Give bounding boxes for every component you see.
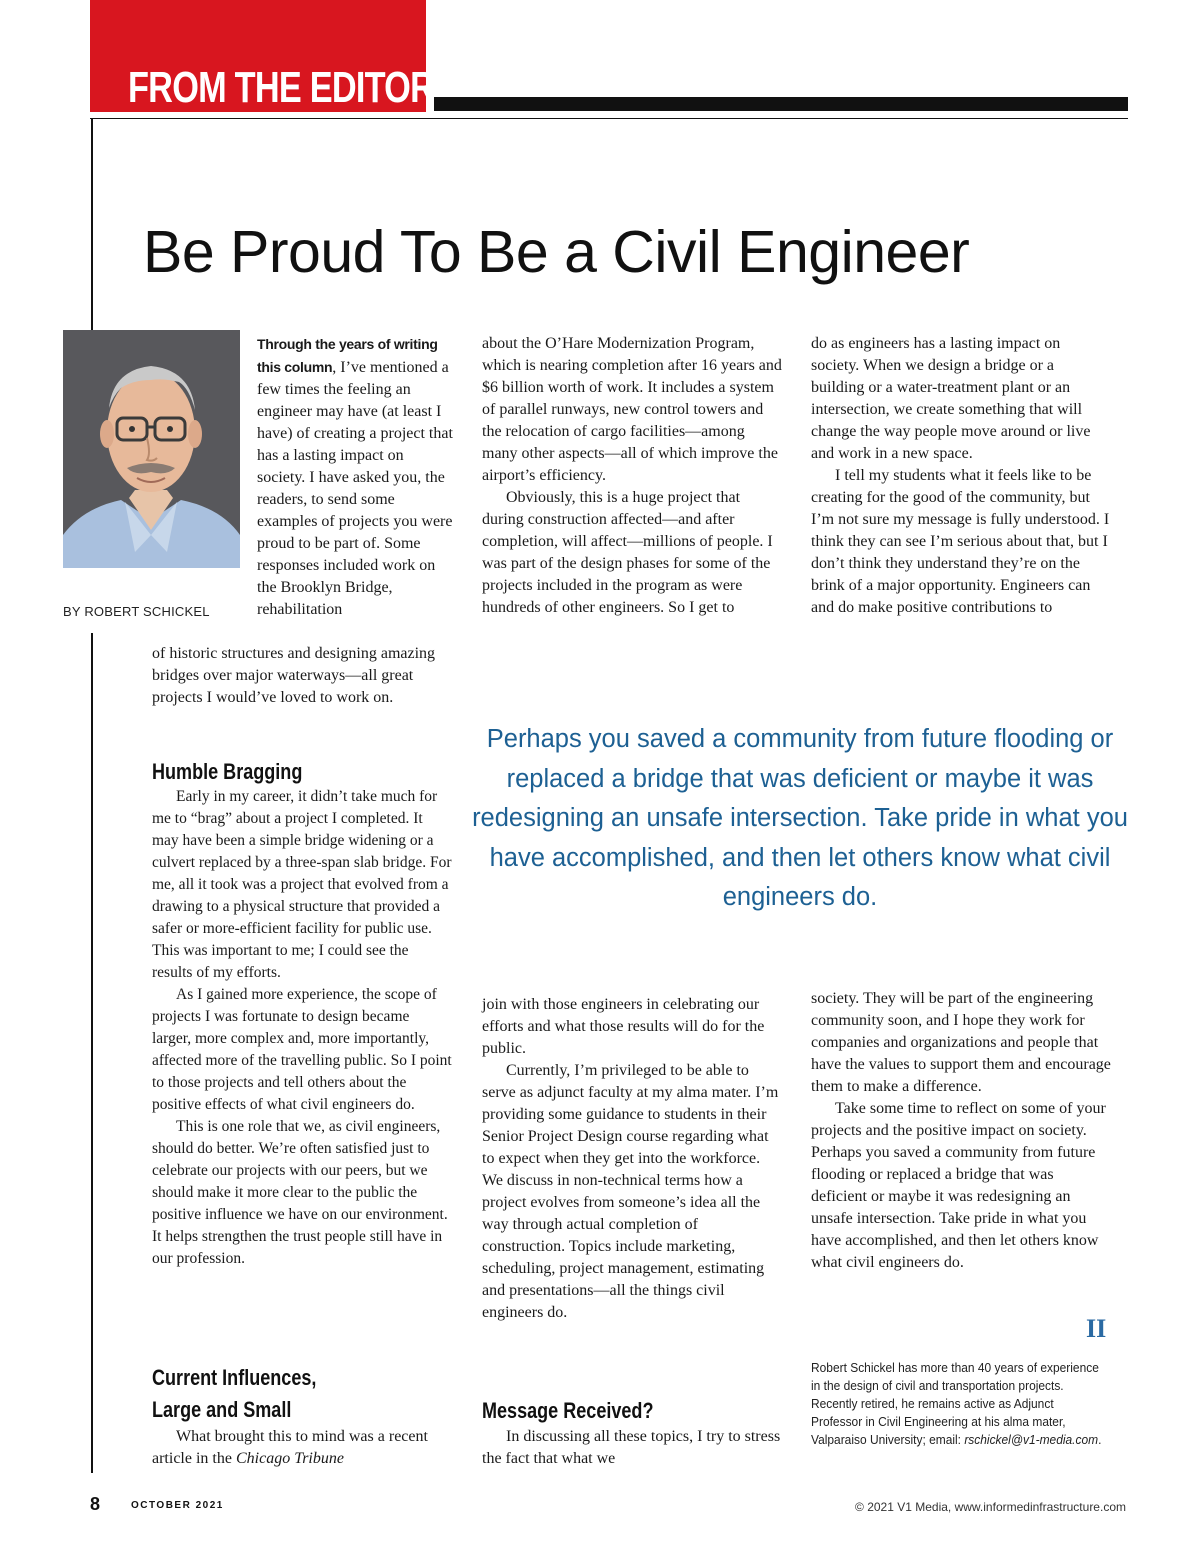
subhead-line: Large and Small bbox=[152, 1397, 292, 1422]
paragraph: Early in my career, it didn’t take much for me to “brag” about a project I completed. It may have been a simple bridge widening or a culvert replaced by a three-span slab bridge. For me, all it took was a project that evolved from a drawing to a physical structure that provided a safer or more-efficient facility for public use. This was important to me; I could see the results of my efforts. bbox=[152, 788, 452, 981]
paragraph: This is one role that we, as civil engineers, should do better. We’re often satisfied just to celebrate our projects with our peers, but we should make it more clear to the public the positive influence we have on our environment. It helps strengthen the trust people still have in our profession. bbox=[152, 1118, 448, 1267]
author-bio bbox=[811, 1359, 1105, 1449]
paragraph: about the O’Hare Modernization Program, which is nearing completion after 16 years and $6 billion worth of work. It includes a system of parallel runways, new control towers and the relocation of cargo facilities—among many other aspects—all of which improve the airport’s efficiency. bbox=[482, 335, 782, 484]
paragraph: society. They will be part of the engineering community soon, and I hope they work for companies and organizations and people that have the values to support them and encourage them to make a difference. bbox=[811, 990, 1111, 1095]
issue-date: OCTOBER 2021 bbox=[131, 1500, 224, 1511]
paragraph: In discussing all these topics, I try to stress the fact that what we bbox=[482, 1428, 781, 1467]
header-rule bbox=[90, 118, 1128, 119]
col2-top bbox=[482, 333, 782, 619]
header-bar bbox=[434, 97, 1128, 111]
author-email-link[interactable]: rschickel@v1-media.com bbox=[964, 1432, 1099, 1447]
author-photo bbox=[63, 330, 240, 568]
paragraph-text: What brought this to mind was a recent article in the bbox=[152, 1428, 428, 1467]
section-label: FROM THE EDITOR bbox=[128, 63, 435, 112]
bio-text: Robert Schickel has more than 40 years of experience in the design of civil and transportation projects. Recently retired, he remains active as Adjunct Professor in Civil Engineering at his alma mater, Valparaiso University; email: bbox=[811, 1360, 1099, 1447]
subhead-humble-bragging: Humble Bragging bbox=[152, 759, 303, 784]
paragraph: join with those engineers in celebrating our efforts and what those results will do for the public. bbox=[482, 996, 765, 1057]
pull-quote: Perhaps you saved a community from future flooding or replaced a bridge that was deficient or maybe it was redesigning an unsafe intersection. Take pride in what you have accomplished, and then let others know what civil engineers do. bbox=[472, 725, 1128, 912]
left-rule-top bbox=[91, 118, 93, 330]
paragraph: Currently, I’m privileged to be able to serve as adjunct faculty at my alma mater. I’m providing some guidance to students in their Senior Project Design course regarding what to expect when they get into the workforce. We discuss in non-technical terms how a project evolves from someone’s idea all the way through actual completion of construction. Topics include marketing, scheduling, project management, estimating and presentations—all the things civil engineers do. bbox=[482, 1062, 779, 1321]
page-number: 8 bbox=[90, 1494, 101, 1514]
subhead-current-influences bbox=[152, 1362, 316, 1426]
subhead-message-received: Message Received? bbox=[482, 1398, 654, 1423]
paragraph: I tell my students what it feels like to be creating for the good of the community, but I’m not sure my message is fully understood. I think they can see I’m serious about that, but I don’t think they understand they’re on the brink of a major opportunity. Engineers can and do make positive contributions to bbox=[811, 467, 1110, 616]
lead-in: Through the years of writing this column bbox=[257, 336, 438, 375]
current-influences-body bbox=[152, 1426, 452, 1470]
publication-name: Chicago Tribune bbox=[235, 1450, 344, 1467]
col3-bottom bbox=[811, 988, 1111, 1274]
intro-paragraph-bottom bbox=[152, 643, 452, 709]
left-rule-bottom bbox=[91, 633, 93, 1473]
bio-end: . bbox=[1098, 1432, 1102, 1447]
paragraph: As I gained more experience, the scope of projects I was fortunate to design became larger, more complex and, more importantly, affected more of the travelling public. So I point to those projects and tell others about the positive effects of what civil engineers do. bbox=[152, 986, 452, 1113]
copyright-notice: © 2021 V1 Media, www.informedinfrastructure.com bbox=[855, 1500, 1126, 1514]
page-title: Be Proud To Be a Civil Engineer bbox=[143, 219, 970, 285]
author-byline: BY ROBERT SCHICKEL bbox=[63, 604, 210, 619]
subhead-line: Current Influences, bbox=[152, 1365, 317, 1390]
intro-text-visible: , I’ve mentioned a few times the feeling an engineer may have (at least I have) of creating a project that has a lasting impact on society. I have asked you, the readers, to send some examples of projects you were proud to be part of. Some responses included work on the Brooklyn Bridge, rehabilitation bbox=[257, 359, 453, 618]
col2-bottom bbox=[482, 994, 782, 1324]
paragraph: do as engineers has a lasting impact on society. When we design a bridge or a building or a water-treatment plant or an intersection, we create something that will change the way people move around or live and work in a new space. bbox=[811, 335, 1091, 462]
paragraph: Take some time to reflect on some of your projects and the positive impact on society. Perhaps you saved a community from future flooding or replaced a bridge that was deficient or maybe it was redesigning an unsafe intersection. Take pride in what you have accomplished, and then let others know what civil engineers do. bbox=[811, 1100, 1106, 1271]
paragraph: Obviously, this is a huge project that during construction affected—and after completion, will affect—millions of people. I was part of the design phases for some of the projects included in the program as were hundreds of other engineers. So I get to bbox=[482, 489, 773, 616]
intro-paragraph-top bbox=[257, 333, 455, 621]
humble-bragging-body bbox=[152, 786, 452, 1270]
end-of-article-mark: II bbox=[1086, 1314, 1107, 1343]
author-portrait-illustration bbox=[63, 330, 240, 568]
intro-continued: of historic structures and designing amazing bridges over major waterways—all great projects I would’ve loved to work on. bbox=[152, 645, 436, 706]
message-received-body bbox=[482, 1426, 782, 1470]
col3-top bbox=[811, 333, 1111, 619]
